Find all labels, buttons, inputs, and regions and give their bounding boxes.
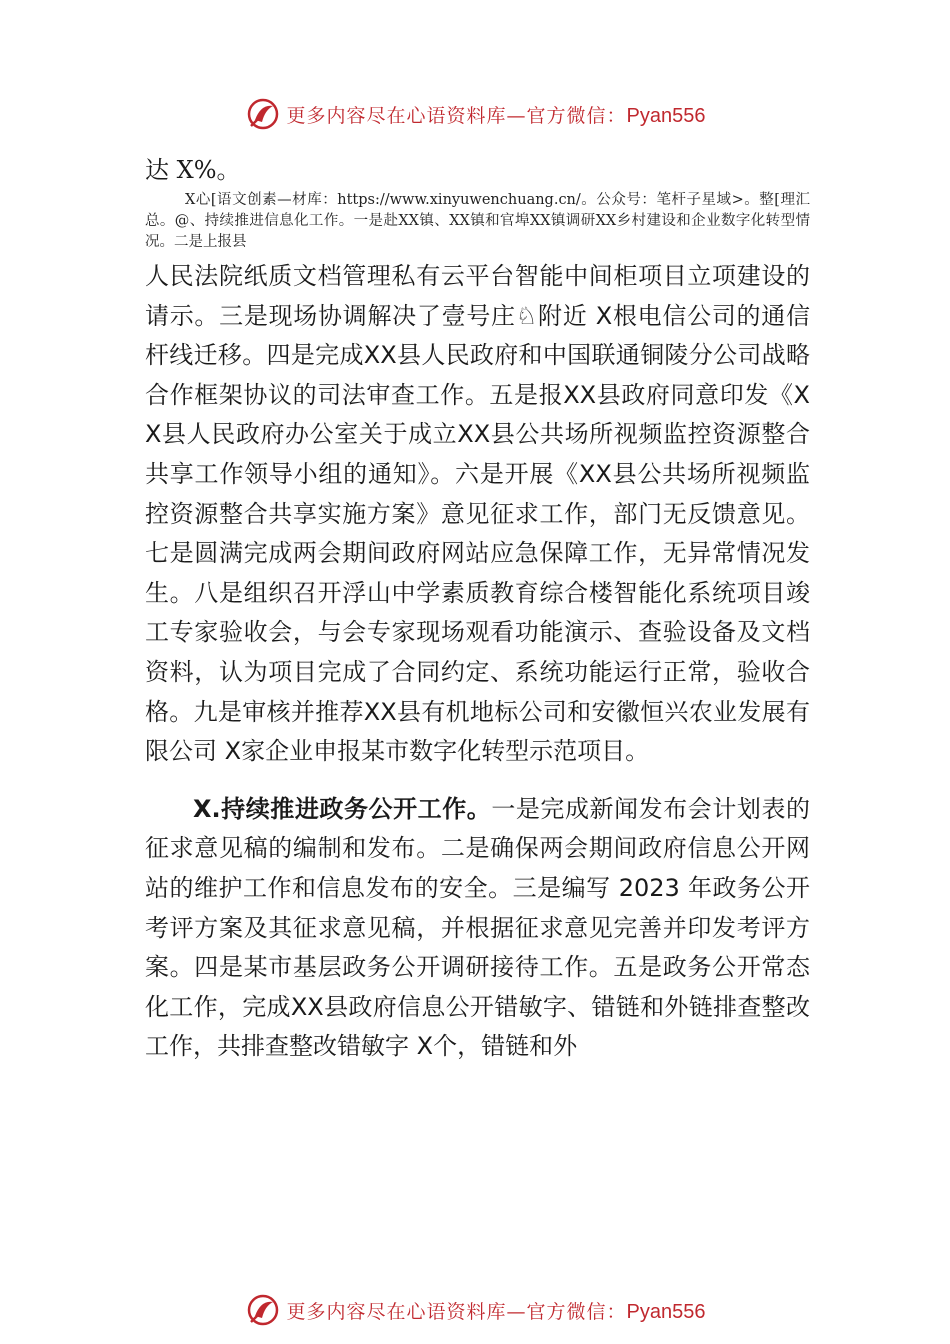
- brand-logo-icon: [245, 96, 281, 132]
- document-body: [145, 150, 810, 1067]
- header-banner: [0, 94, 950, 134]
- header-banner-id: Pyan556: [626, 104, 706, 127]
- paragraph-2: [145, 790, 810, 1067]
- paragraph-2-heading: X.持续推进政务公开工作。: [193, 794, 492, 823]
- brand-logo-icon: [245, 1292, 281, 1328]
- paragraph-2-body: 一是完成新闻发布会计划表的征求意见稿的编制和发布。二是确保两会期间政府信息公开网站的维护工作和信息发布的安全。三是编写 2023 年政务公开考评方案及其征求意见稿，并根据征求意见完善并印发考评方案。四是某市基层政务公开调研接待工作。五是政务公开常态化工作，完成XX县政府信息公开错敏字、错链和外链排查整改工作，共排查整改错敏字 X个，错链和外: [145, 794, 810, 1061]
- paragraph-1: 人民法院纸质文档管理私有云平台智能中间柜项目立项建设的请示。三是现场协调解决了壹号庄♘附近 X根电信公司的通信杆线迁移。四是完成XX县人民政府和中国联通铜陵分公司战略合作框架协议的司法审查工作。五是报XX县政府同意印发《XX县人民政府办公室关于成立XX县公共场所视频监控资源整合共享工作领导小组的通知》。六是开展《XX县公共场所视频监控资源整合共享实施方案》意见征求工作，部门无反馈意见。七是圆满完成两会期间政府网站应急保障工作，无异常情况发生。八是组织召开浮山中学素质教育综合楼智能化系统项目竣工专家验收会，与会专家现场观看功能演示、查验设备及文档资料，认为项目完成了合同约定、系统功能运行正常，验收合格。九是审核并推荐XX县有机地标公司和安徽恒兴农业发展有限公司 X家企业申报某市数字化转型示范项目。: [145, 262, 810, 766]
- footer-banner-id: Pyan556: [626, 1300, 706, 1323]
- footer-banner: [0, 1290, 950, 1330]
- header-banner-text: 更多内容尽在心语资料库—官方微信：Pyan556: [286, 104, 706, 127]
- footer-banner-text: 更多内容尽在心语资料库—官方微信：Pyan556: [286, 1300, 706, 1323]
- body-line-1: 达 X%。: [145, 156, 241, 184]
- source-note: X心[语文创素—材库：https://www.xinyuwenchuang.cn/。公众号：笔杆子星域>。整[理汇总。@、持续推进信息化工作。一是赴XX镇、XX镇和官埠XX镇调研XX乡村建设和企业数字化转型情况。二是上报县: [145, 192, 810, 250]
